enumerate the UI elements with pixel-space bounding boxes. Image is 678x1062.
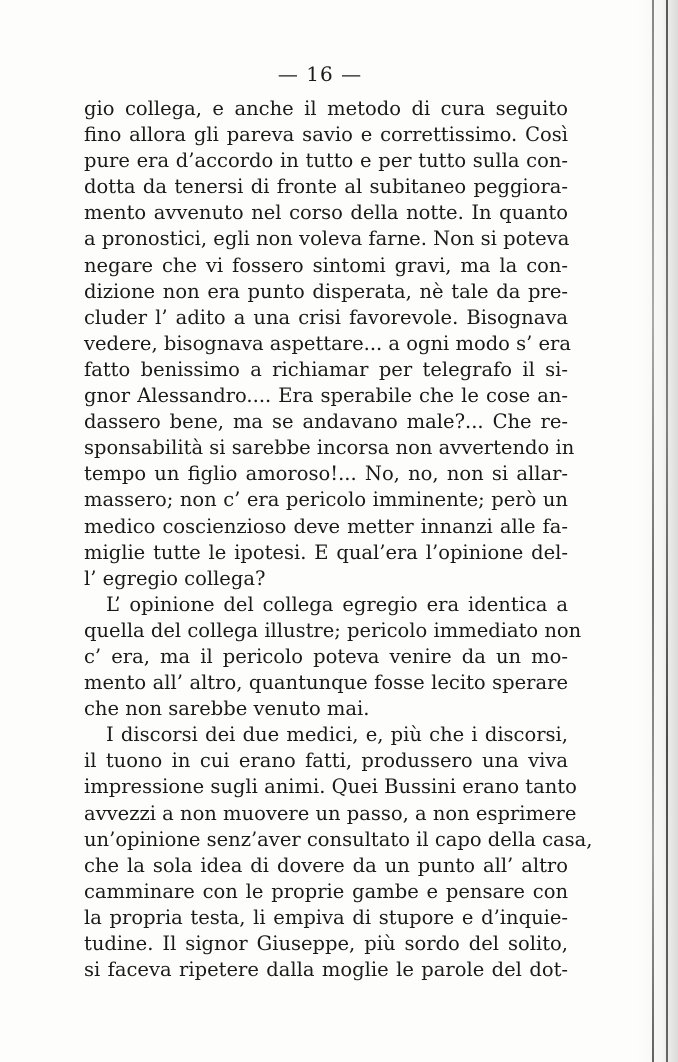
text-line: I discorsi dei due medici, e, più che i discorsi, bbox=[106, 723, 568, 747]
page-number: — 16 — bbox=[277, 62, 363, 86]
text-line: dassero bene, ma se andavano male?... Che re- bbox=[84, 410, 568, 434]
text-line: dotta da tenersi di fronte al subitaneo peggiora- bbox=[84, 175, 568, 199]
text-line: impressione sugli animi. Quei Bussini erano tanto bbox=[84, 775, 577, 799]
text-line: fino allora gli pareva savio e correttissimo. Così bbox=[84, 123, 568, 147]
text-line: avvezzi a non muovere un passo, a non esprimere bbox=[84, 801, 577, 825]
text-line: che la sola idea di dovere da un punto all’ altro bbox=[84, 853, 568, 877]
text-line: mento avvenuto nel corso della notte. In quanto bbox=[84, 201, 568, 225]
text-line: L’ opinione del collega egregio era identica a bbox=[106, 592, 568, 616]
text-line: mento all’ altro, quantunque fosse lecito sperare bbox=[84, 671, 568, 695]
text-line: quella del collega illustre; pericolo immediato non bbox=[84, 618, 582, 642]
text-line: cluder l’ adito a una crisi favorevole. Bisognava bbox=[84, 305, 568, 329]
text-line: pure era d’accordo in tutto e per tutto sulla con- bbox=[84, 149, 568, 173]
text-line: vedere, bisognava aspettare... a ogni modo s’ era bbox=[84, 331, 572, 355]
text-line: tempo un figlio amoroso!... No, no, non si allar- bbox=[84, 462, 568, 486]
body-text bbox=[84, 96, 593, 983]
page-edge-line bbox=[666, 0, 668, 1062]
text-line: il tuono in cui erano fatti, produssero una viva bbox=[84, 749, 568, 773]
text-line: c’ era, ma il pericolo poteva venire da un mo- bbox=[84, 644, 568, 668]
text-line: a pronostici, egli non voleva farne. Non si poteva bbox=[84, 227, 570, 251]
text-line: massero; non c’ era pericolo imminente; però un bbox=[84, 488, 568, 512]
page-edge-line bbox=[652, 0, 654, 1062]
text-line: la propria testa, li empiva di stupore e d’inquie- bbox=[84, 905, 568, 929]
text-line: negare che vi fossero sintomi gravi, ma la con- bbox=[84, 253, 568, 277]
text-line: camminare con le proprie gambe e pensare con bbox=[84, 879, 568, 903]
text-line: l’ egregio collega? bbox=[84, 566, 266, 590]
text-line: un’opinione senz’aver consultato il capo della casa, bbox=[84, 827, 593, 851]
text-line: gnor Alessandro.... Era sperabile che le cose an- bbox=[84, 384, 568, 408]
text-line: medico coscienzioso deve metter innanzi alle fa- bbox=[84, 514, 568, 538]
text-line: tudine. Il signor Giuseppe, più sordo del solito, bbox=[84, 932, 568, 955]
text-line: si faceva ripetere dalla moglie le parole del dot- bbox=[84, 958, 568, 982]
text-line: miglie tutte le ipotesi. E qual’era l’opinione del- bbox=[84, 540, 568, 564]
text-line: che non sarebbe venuto mai. bbox=[84, 697, 370, 721]
page-edge-shadow bbox=[638, 0, 678, 1062]
text-line: dizione non era punto disperata, nè tale da pre- bbox=[84, 279, 568, 303]
text-line: gio collega, e anche il metodo di cura seguito bbox=[84, 97, 568, 120]
text-line: fatto benissimo a richiamar per telegrafo il si- bbox=[84, 357, 568, 381]
text-line: sponsabilità si sarebbe incorsa non avvertendo in bbox=[84, 436, 575, 460]
